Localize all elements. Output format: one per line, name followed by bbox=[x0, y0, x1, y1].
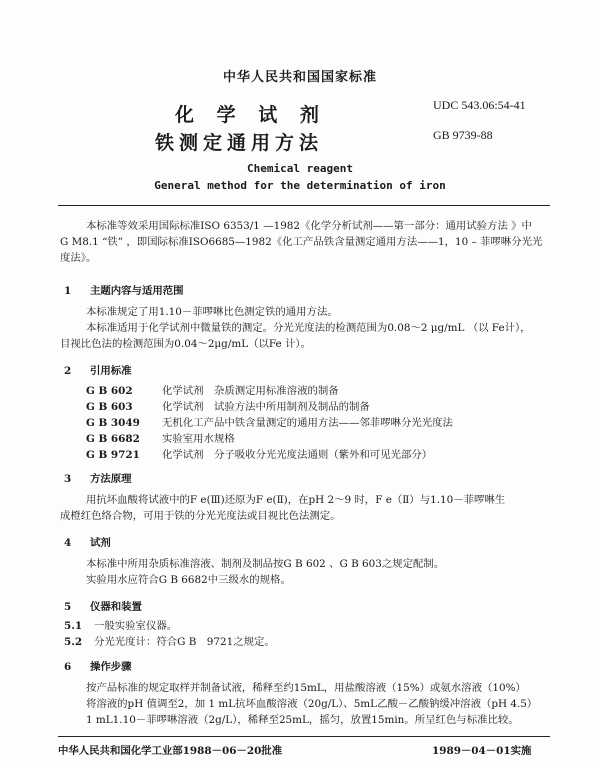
section-number: 3 bbox=[64, 473, 72, 485]
section-1-line: 目视比色法的检测范围为0.04～2μg/mL（以Fe 计）。 bbox=[60, 338, 311, 350]
reference-item bbox=[86, 414, 453, 429]
reference-code: G B 9721 bbox=[86, 449, 140, 461]
subsection-item bbox=[64, 634, 275, 650]
section-6-line: 按产品标准的规定取样并制备试液，稀释至约15mL，用盐酸溶液（15%）或氨水溶液（10%） bbox=[86, 682, 526, 694]
section-3-line: 成橙红色络合物，可用于铁的分光光度法或目视比色法测定。 bbox=[60, 510, 341, 522]
section-heading-6 bbox=[64, 658, 132, 673]
section-title: 主题内容与适用范围 bbox=[90, 285, 184, 297]
agency-title: 中华人民共和国国家标准 bbox=[222, 70, 377, 85]
section-heading-5 bbox=[64, 598, 142, 613]
top-divider bbox=[58, 205, 550, 206]
section-heading-1 bbox=[64, 282, 184, 297]
reference-code: G B 603 bbox=[86, 401, 133, 413]
reference-code: G B 602 bbox=[86, 385, 133, 397]
subsection-item bbox=[64, 618, 177, 634]
section-4-line: 本标准中所用杂质标准溶液、制剂及制品按G B 602 、G B 603之规定配制。 bbox=[86, 558, 445, 570]
section-6-line: 将溶液的pH 值调至2，加 1 mL抗坏血酸溶液（20g/L）、5mL乙酸－乙酸钠缓冲溶液（pH 4.5） bbox=[86, 698, 538, 710]
section-4-line: 实验用水应符合G B 6682中三级水的规格。 bbox=[86, 574, 291, 586]
reference-item bbox=[86, 398, 370, 413]
section-3-line: 用抗坏血酸将试液中的F e(Ⅲ)还原为F e(Ⅱ)，在pH 2～9 时，F e（Ⅱ）与1.10－菲啰啉生 bbox=[86, 494, 506, 506]
section-6-line: 1 mL1.10－菲啰啉溶液（2g/L），稀释至25mL，摇匀，放置15min。所呈红色与标准比较。 bbox=[86, 714, 519, 726]
reference-code: G B 3049 bbox=[86, 417, 140, 429]
reference-item bbox=[86, 382, 339, 397]
approval-date: 中华人民共和国化学工业部1988－06－20批准 bbox=[58, 745, 283, 757]
reference-text: 实验室用水规格 bbox=[162, 433, 235, 445]
section-number: 2 bbox=[64, 365, 72, 377]
subsection-text: 一般实验室仪器。 bbox=[94, 620, 178, 632]
intro-line: 度法》。 bbox=[60, 252, 97, 264]
reference-code: G B 6682 bbox=[86, 433, 140, 445]
intro-line: 本标准等效采用国际标准ISO 6353/1 —1982《化学分析试剂——第一部分：通用试验方法 》中 bbox=[86, 220, 532, 232]
gb-number: GB 9739-88 bbox=[433, 128, 493, 142]
subsection-text: 分光光度计：符合G B 9721之规定。 bbox=[94, 636, 275, 648]
section-heading-2 bbox=[64, 362, 132, 377]
section-1-line: 本标准规定了用1.10－菲啰啉比色测定铁的通用方法。 bbox=[86, 306, 338, 318]
section-title: 引用标准 bbox=[90, 365, 132, 377]
english-title-line1: Chemical reagent bbox=[247, 162, 353, 175]
reference-text: 无机化工产品中铁含量测定的通用方法——邻菲啰啉分光光度法 bbox=[162, 417, 453, 429]
reference-item bbox=[86, 430, 235, 445]
section-title: 试剂 bbox=[90, 537, 111, 549]
intro-line: G M8.1 “铁” ，即国际标准ISO6685—1982《化工产品铁含量测定通用方法——1，10 – 菲啰啉分光光 bbox=[60, 236, 543, 248]
section-title: 方法原理 bbox=[90, 473, 132, 485]
reference-text: 化学试剂 杂质测定用标准溶液的制备 bbox=[162, 385, 339, 397]
section-number: 1 bbox=[64, 285, 72, 297]
subsection-number: 5.2 bbox=[64, 636, 83, 648]
english-title-line2: General method for the determination of iron bbox=[154, 179, 446, 192]
reference-text: 化学试剂 分子吸收分光光度法通则（紫外和可见光部分） bbox=[162, 449, 433, 461]
udc-code: UDC 543.06:54-41 bbox=[433, 98, 526, 112]
section-number: 5 bbox=[64, 601, 72, 613]
section-heading-4 bbox=[64, 534, 111, 549]
section-heading-3 bbox=[64, 470, 132, 485]
subsection-number: 5.1 bbox=[64, 620, 83, 632]
reference-text: 化学试剂 试验方法中所用制剂及制品的制备 bbox=[162, 401, 370, 413]
section-title: 操作步骤 bbox=[90, 661, 132, 673]
doc-title-line1: 化 学 试 剂 bbox=[175, 104, 327, 126]
implementation-date: 1989－04－01实施 bbox=[432, 745, 532, 757]
bottom-divider bbox=[58, 736, 550, 737]
reference-item bbox=[86, 446, 432, 461]
section-title: 仪器和装置 bbox=[90, 601, 142, 613]
doc-title-line2: 铁测定通用方法 bbox=[155, 132, 324, 154]
section-number: 6 bbox=[64, 661, 72, 673]
section-number: 4 bbox=[64, 537, 72, 549]
section-1-line: 本标准适用于化学试剂中微量铁的测定。分光光度法的检测范围为0.08～2 μg/mL （以 Fe计）， bbox=[86, 322, 531, 334]
